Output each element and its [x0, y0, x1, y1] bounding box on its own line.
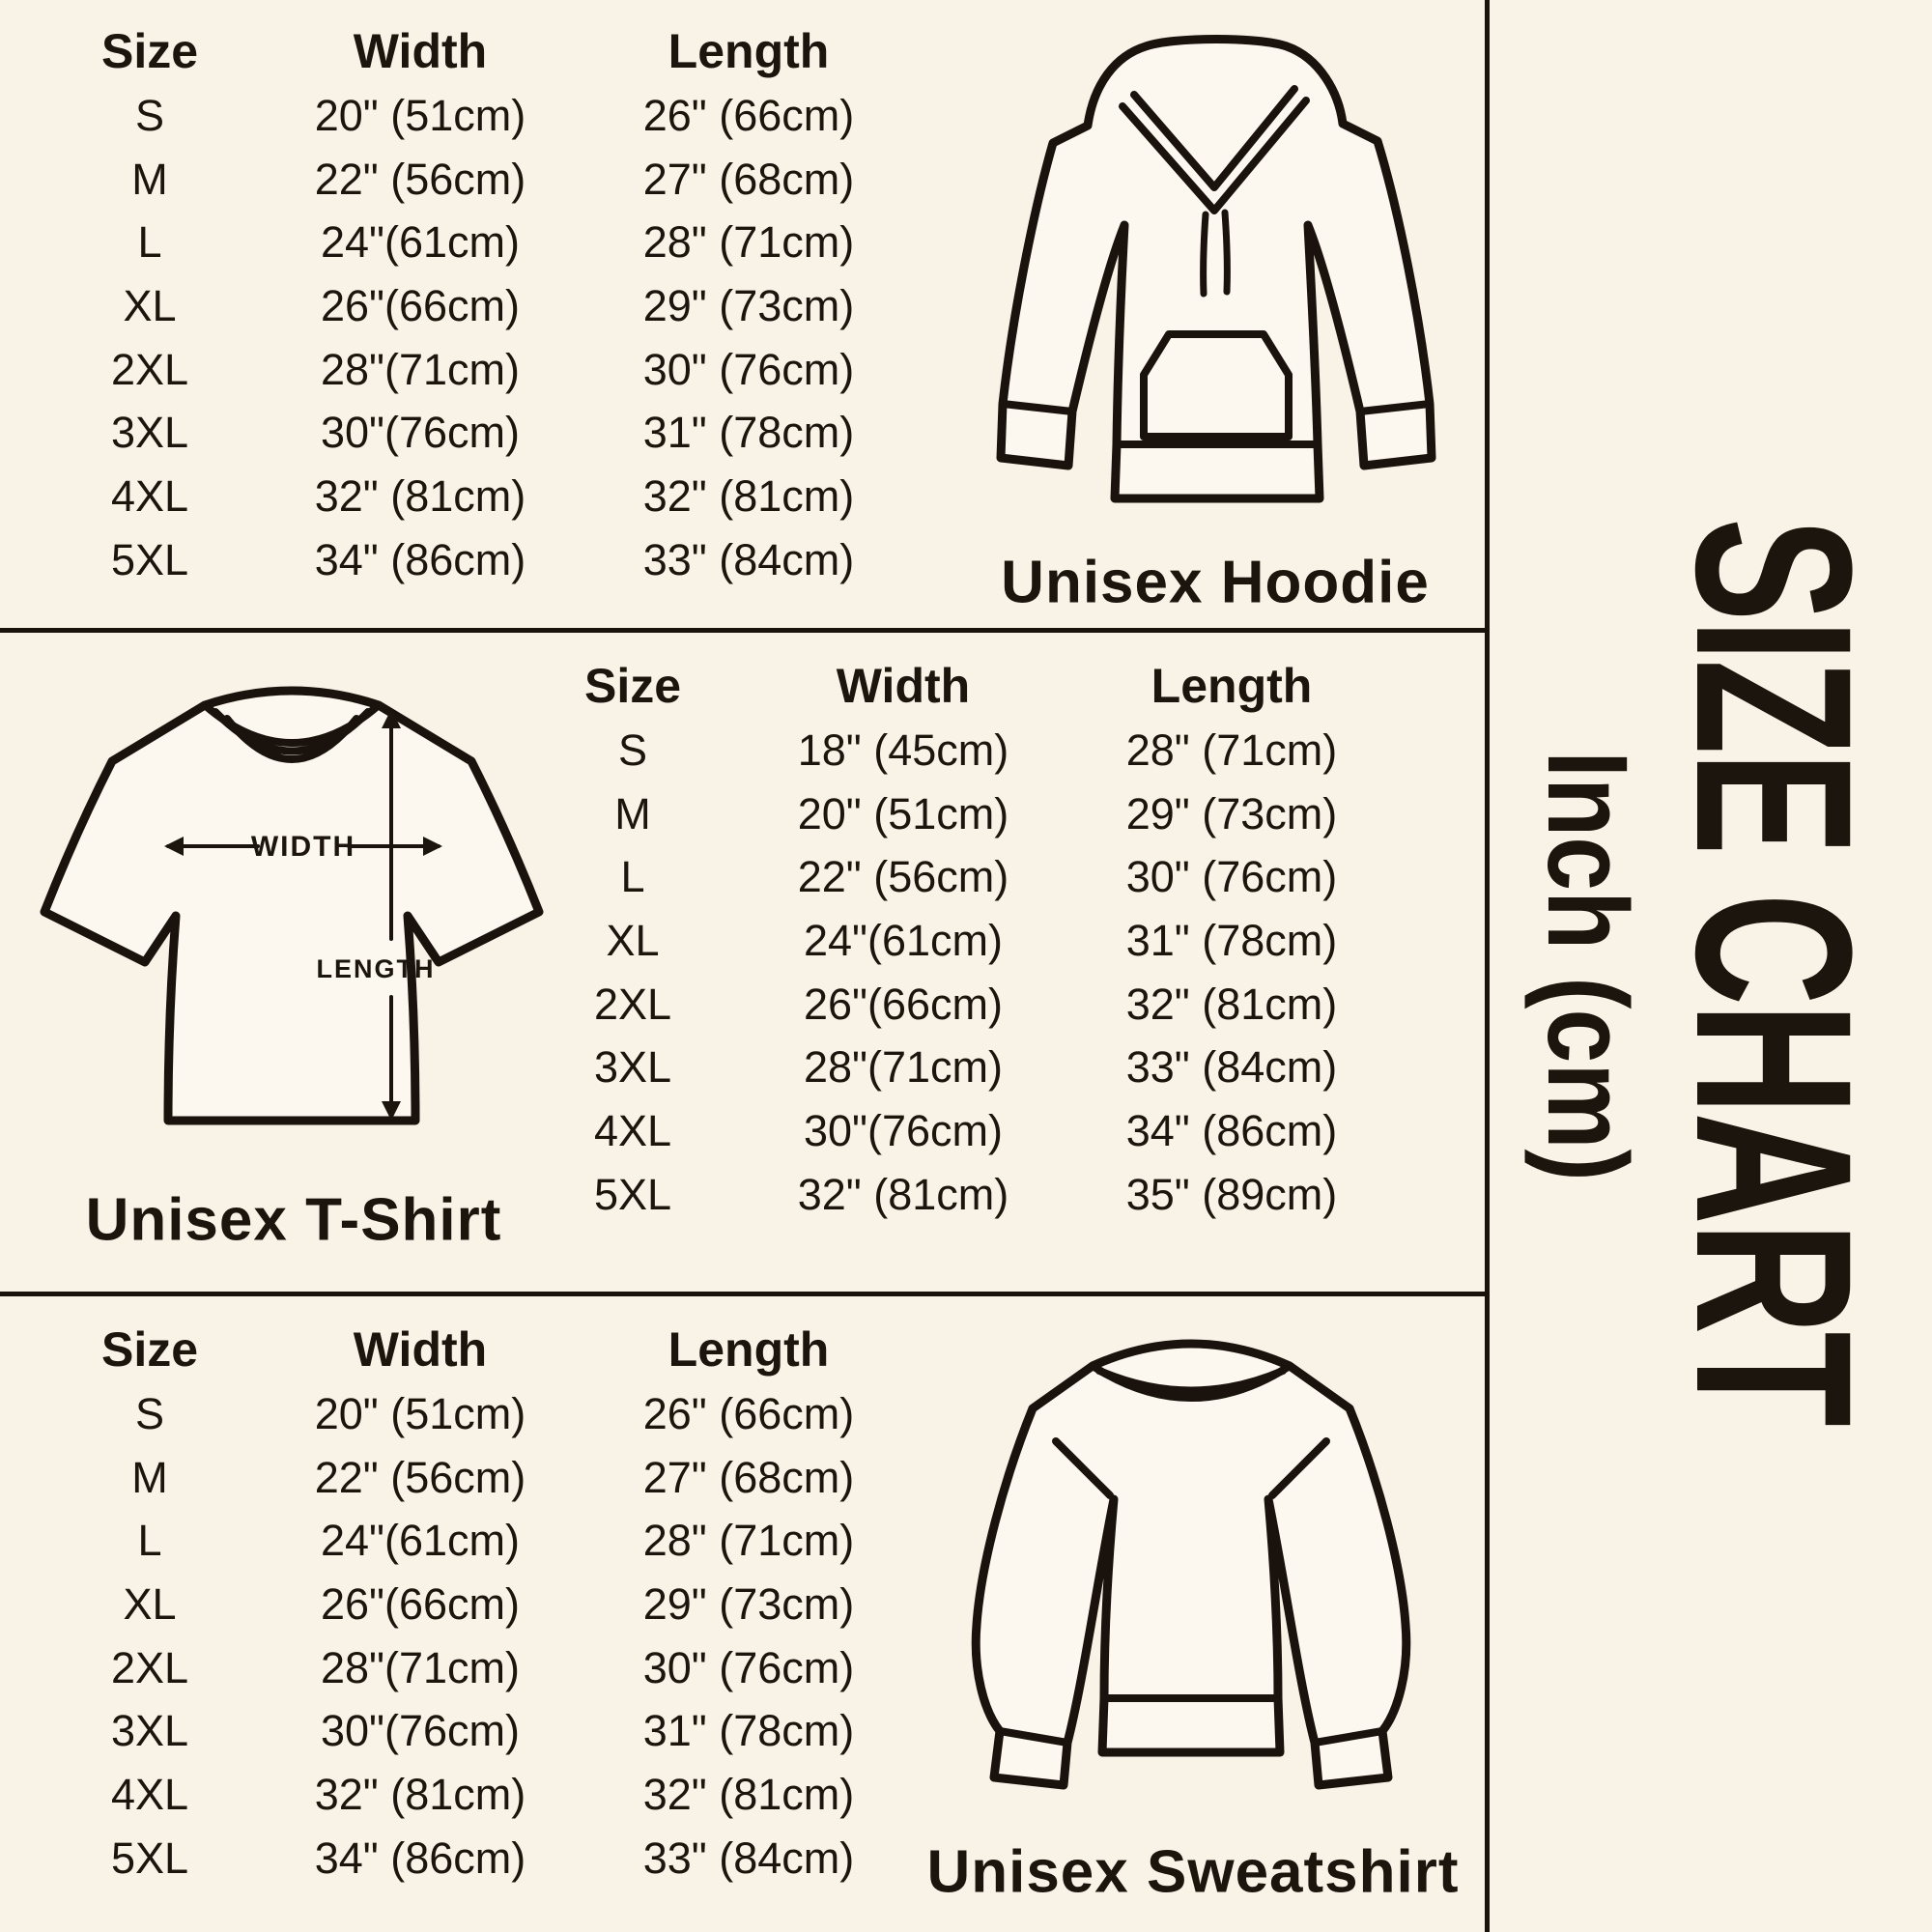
measurement-cell: 18" (45cm)	[797, 724, 1009, 775]
measurement-cell: 33" (84cm)	[1125, 1042, 1338, 1093]
measurement-cell: 31" (78cm)	[1125, 915, 1338, 965]
kangaroo-pocket	[1144, 334, 1289, 437]
measurement-cell: 28" (71cm)	[642, 1516, 855, 1566]
measurement-cell: 26"(66cm)	[320, 280, 521, 330]
length-dimension-label: LENGTH	[316, 954, 436, 983]
size-chart-title: SIZE CHART	[1650, 518, 1898, 1424]
size-label: XL	[123, 280, 177, 330]
sweatshirt-illustration	[952, 1316, 1431, 1803]
measurement-cell: 32" (81cm)	[314, 1769, 526, 1819]
measurement-cell: 30" (76cm)	[1125, 852, 1338, 902]
size-label: XL	[123, 1578, 177, 1629]
column-header: Length	[668, 24, 830, 78]
measurement-cell: 34" (86cm)	[1125, 1105, 1338, 1155]
measurement-cell: 28"(71cm)	[803, 1042, 1004, 1093]
size-label: 5XL	[110, 534, 189, 584]
measurement-cell: 28"(71cm)	[320, 1642, 521, 1692]
measurement-cell: 26" (66cm)	[642, 1388, 855, 1438]
column-header: Width	[353, 24, 488, 78]
measurement-cell: 35" (89cm)	[1125, 1169, 1338, 1219]
measurement-cell: 32" (81cm)	[642, 470, 855, 521]
measurement-cell: 24"(61cm)	[320, 1516, 521, 1566]
measurement-cell: 32" (81cm)	[1125, 979, 1338, 1029]
measurement-cell: 22" (56cm)	[314, 154, 526, 204]
measurement-cell: 26"(66cm)	[320, 1578, 521, 1629]
tshirt-outline	[44, 691, 539, 1121]
measurement-cell: 34" (86cm)	[314, 1833, 526, 1883]
measurement-cell: 31" (78cm)	[642, 408, 855, 458]
measurement-cell: 28"(71cm)	[320, 344, 521, 394]
measurement-cell: 29" (73cm)	[642, 1578, 855, 1629]
size-label: S	[134, 90, 164, 140]
measurement-cell: 28" (71cm)	[1125, 724, 1338, 775]
measurement-cell: 30" (76cm)	[642, 344, 855, 394]
size-label: 3XL	[110, 408, 189, 458]
tshirt-size-table	[483, 653, 1439, 1227]
measurement-cell: 29" (73cm)	[642, 280, 855, 330]
column-header: Length	[668, 1322, 830, 1377]
size-label: 4XL	[593, 1105, 672, 1155]
size-label: 5XL	[110, 1833, 189, 1883]
measurement-cell: 27" (68cm)	[642, 154, 855, 204]
measurement-cell: 27" (68cm)	[642, 1452, 855, 1502]
size-label: 3XL	[110, 1706, 189, 1756]
measurement-cell: 26"(66cm)	[803, 979, 1004, 1029]
size-label: M	[131, 154, 168, 204]
column-header: Size	[100, 1322, 199, 1377]
unit-label: Inch (cm)	[1523, 751, 1651, 1181]
size-label: S	[134, 1388, 164, 1438]
size-label: 2XL	[110, 1642, 189, 1692]
measurement-cell: 29" (73cm)	[1125, 788, 1338, 838]
size-label: M	[131, 1452, 168, 1502]
measurement-cell: 30"(76cm)	[320, 1706, 521, 1756]
measurement-cell: 30" (76cm)	[642, 1642, 855, 1692]
column-header: Width	[836, 659, 971, 713]
size-label: 2XL	[110, 344, 189, 394]
width-dimension-label: WIDTH	[250, 831, 356, 863]
measurement-cell: 34" (86cm)	[314, 534, 526, 584]
measurement-cell: 33" (84cm)	[642, 1833, 855, 1883]
size-label: 4XL	[110, 1769, 189, 1819]
size-label: 3XL	[593, 1042, 672, 1093]
measurement-cell: 33" (84cm)	[642, 534, 855, 584]
measurement-cell: 31" (78cm)	[642, 1706, 855, 1756]
measurement-cell: 32" (81cm)	[642, 1769, 855, 1819]
size-label: L	[620, 852, 645, 902]
size-label: XL	[606, 915, 660, 965]
drawstring-right	[1225, 213, 1227, 292]
measurement-cell: 22" (56cm)	[314, 1452, 526, 1502]
measurement-cell: 24"(61cm)	[320, 217, 521, 268]
horizontal-divider-hoodie-tshirt	[0, 628, 1490, 633]
horizontal-divider-tshirt-sweatshirt	[0, 1292, 1490, 1296]
measurement-cell: 32" (81cm)	[314, 470, 526, 521]
tshirt-label: Unisex T-Shirt	[85, 1186, 502, 1254]
size-label: 4XL	[110, 470, 189, 521]
hoodie-illustration	[980, 27, 1453, 510]
size-label: 5XL	[593, 1169, 672, 1219]
sweatshirt-outline	[976, 1344, 1406, 1785]
measurement-cell: 30"(76cm)	[320, 408, 521, 458]
measurement-cell: 20" (51cm)	[797, 788, 1009, 838]
measurement-cell: 24"(61cm)	[803, 915, 1004, 965]
hoodie-label: Unisex Hoodie	[1001, 549, 1430, 616]
column-header: Size	[583, 659, 682, 713]
column-header: Length	[1151, 659, 1313, 713]
sweatshirt-size-table	[0, 1317, 956, 1890]
sweatshirt-label: Unisex Sweatshirt	[926, 1838, 1460, 1906]
vertical-divider-line	[1485, 0, 1490, 1932]
measurement-cell: 22" (56cm)	[797, 852, 1009, 902]
measurement-cell: 32" (81cm)	[797, 1169, 1009, 1219]
column-header: Size	[100, 24, 199, 78]
tshirt-illustration	[23, 672, 560, 1150]
size-label: M	[614, 788, 651, 838]
measurement-cell: 20" (51cm)	[314, 1388, 526, 1438]
measurement-cell: 20" (51cm)	[314, 90, 526, 140]
hoodie-size-table	[0, 18, 956, 592]
column-header: Width	[353, 1322, 488, 1377]
measurement-cell: 30"(76cm)	[803, 1105, 1004, 1155]
drawstring-left	[1204, 214, 1206, 294]
measurement-cell: 26" (66cm)	[642, 90, 855, 140]
size-label: 2XL	[593, 979, 672, 1029]
measurement-cell: 28" (71cm)	[642, 217, 855, 268]
size-label: L	[137, 217, 162, 268]
size-label: S	[617, 724, 647, 775]
size-label: L	[137, 1516, 162, 1566]
